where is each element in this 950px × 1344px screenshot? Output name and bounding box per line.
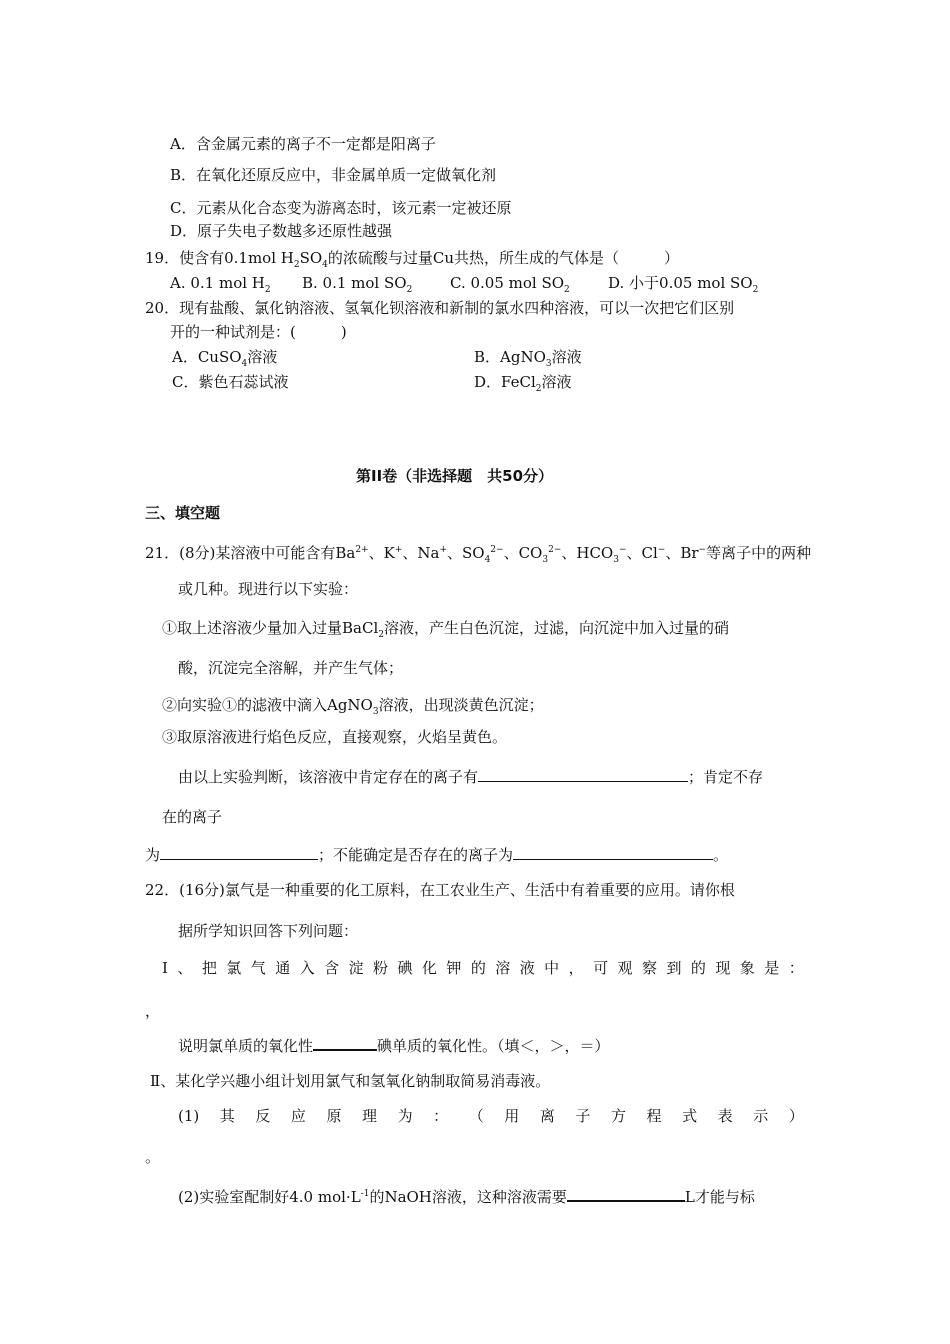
q18-option-a: A．含金属元素的离子不一定都是阳离子	[170, 135, 436, 153]
q22-part2-q2: (2)实验室配制好4.0 $mol\cdot L^{-1}$的NaOH溶液，这种溶液需要 L才能与标	[178, 1188, 755, 1206]
q22-part1-char: 入	[299, 959, 315, 977]
q22-part1-char: 溶	[495, 959, 511, 977]
q20-option-a: A．CuSO$_4$溶液	[172, 348, 278, 369]
q22-part1-char: 钾	[446, 959, 462, 977]
q20-stem-line1: 20．现有盐酸、氯化钠溶液、氢氧化钡溶液和新制的氯水四种溶液，可以一次把它们区别	[145, 299, 735, 317]
answer-blank-volume[interactable]	[567, 1186, 685, 1202]
q22-part2-q1-char: 表	[717, 1107, 733, 1125]
q22-part1-char: 碘	[397, 959, 413, 977]
q21-experiment-1-cont: 酸，沉淀完全溶解，并产生气体；	[178, 659, 404, 677]
q22-part2-q1-char: 理	[362, 1107, 378, 1125]
q22-part1-char: 化	[421, 959, 437, 977]
q22-part2-q1-char: ）	[788, 1107, 804, 1125]
q22-part1-char: ：	[788, 959, 804, 977]
q18-option-c: C．元素从化合态变为游离态时，该元素一定被还原	[170, 199, 512, 217]
q22-part1-compare: 说明氯单质的氧化性 碘单质的氧化性。（填＜，＞，＝）	[178, 1037, 610, 1055]
q22-part2-q1-char: 为	[397, 1107, 413, 1125]
q22-part2-q1-char: ：	[433, 1107, 449, 1125]
q21-line2: 或几种。现进行以下实验：	[178, 580, 359, 598]
q21-judgement-line1: 由以上实验判断，该溶液中肯定存在的离子有 ；肯定不存	[178, 768, 764, 786]
q22-part2-intro: Ⅱ、某化学兴趣小组计划用氯气和氢氧化钠制取简易消毒液。	[150, 1072, 551, 1090]
q20-option-b: B．AgNO$_3$溶液	[474, 348, 582, 369]
q22-part1-char: 象	[739, 959, 755, 977]
q22-part1-char: 液	[519, 959, 535, 977]
q20-option-d: D．FeCl$_2$溶液	[474, 373, 572, 394]
q20-option-c: C．紫色石蕊试液	[172, 373, 289, 391]
q22-part1-char: 是	[764, 959, 780, 977]
q22-part2-q1-char: 应	[290, 1107, 306, 1125]
q19-option-d: D. 小于0.05 mol $SO_2$	[608, 274, 759, 295]
section-2-title: 第II卷（非选择题 共50分）	[356, 467, 554, 485]
q21-judgement-line2: 在的离子	[162, 808, 223, 826]
q22-part1-char: 、	[177, 959, 193, 977]
q22-part2-q1-period: 。	[145, 1148, 161, 1166]
q22-part2-q1-char: 程	[646, 1107, 662, 1125]
q21-judgement-line3: 为 ；不能确定是否存在的离子为 。	[145, 846, 729, 864]
answer-blank-oxidizing-compare[interactable]	[313, 1035, 377, 1051]
answer-blank-uncertain-ions[interactable]	[513, 845, 713, 860]
q22-part1-char: 到	[666, 959, 682, 977]
q22-part2-q1-char: 原	[326, 1107, 342, 1125]
q22-line1: 22．(16分)氯气是一种重要的化工原料，在工农业生产、生活中有着重要的应用。请你根	[145, 881, 735, 899]
q22-part1-char: 粉	[373, 959, 389, 977]
q22-part1-char: 把	[201, 959, 217, 977]
q22-part2-q1-char: 子	[575, 1107, 591, 1125]
q22-part2-q1-char: 离	[539, 1107, 555, 1125]
q18-option-d: D．原子失电子数越多还原性越强	[170, 222, 393, 240]
q21-experiment-1: ①取上述溶液少量加入过量BaCl$_2$溶液，产生白色沉淀，过滤，向沉淀中加入过量的硝	[162, 619, 729, 640]
answer-blank-absent-ions[interactable]	[160, 845, 318, 860]
q19-option-a: A. 0.1 mol $H_2$	[170, 274, 271, 295]
q22-part2-q1-char: 反	[255, 1107, 271, 1125]
q21-experiment-2: ②向实验①的滤液中滴入AgNO$_3$溶液，出现淡黄色沉淀；	[162, 696, 544, 717]
q22-part1-char: 气	[250, 959, 266, 977]
q22-line2: 据所学知识回答下列问题：	[178, 922, 359, 940]
answer-blank-present-ions[interactable]	[478, 767, 688, 782]
q21-line1: 21．(8分)某溶液中可能含有$Ba^{2+}$、K+、Na+、$SO_4^{2-}$、$CO_3^{2-}$、$HCO_3^-$、Cl−、Br−等离子中的两种	[145, 544, 812, 565]
q22-part1-char: 中	[544, 959, 560, 977]
q22-part2-q1	[178, 1106, 804, 1126]
q22-part1-char: 可	[593, 959, 609, 977]
q22-part1-char: 的	[690, 959, 706, 977]
q22-part1-comma: ，	[145, 1002, 161, 1020]
q22-part2-q1-char: （	[468, 1107, 484, 1125]
q22-part1-char: 察	[641, 959, 657, 977]
q22-part1-char: 的	[470, 959, 486, 977]
q18-option-b: B．在氧化还原反应中，非金属单质一定做氧化剂	[170, 166, 497, 184]
q20-stem-line2: 开的一种试剂是：( )	[170, 323, 347, 341]
q21-experiment-3: ③取原溶液进行焰色反应，直接观察，火焰呈黄色。	[162, 728, 508, 746]
q22-part1-char: 观	[617, 959, 633, 977]
q22-part2-q1-char: 用	[504, 1107, 520, 1125]
q22-part1-char: 淀	[348, 959, 364, 977]
q22-part1-char: 通	[275, 959, 291, 977]
q22-part1-question	[162, 958, 804, 978]
q22-part2-q1-char: (1)	[178, 1107, 200, 1125]
q22-part2-q1-char: 式	[682, 1107, 698, 1125]
q22-part1-char: 现	[715, 959, 731, 977]
q22-part1-char: 氯	[226, 959, 242, 977]
section-3-title: 三、填空题	[145, 504, 221, 522]
q19-stem: 19．使含有0.1mol $H_2SO_4$的浓硫酸与过量Cu共热，所生成的气体是（ ）	[145, 249, 680, 270]
q22-part2-q1-char: 示	[753, 1107, 769, 1125]
q22-part1-char: ，	[568, 959, 584, 977]
q22-part1-char: 含	[324, 959, 340, 977]
q19-option-b: B. 0.1 mol $SO_2$	[302, 274, 413, 295]
q19-option-c: C. 0.05 mol $SO_2$	[450, 274, 570, 295]
q22-part1-char: Ⅰ	[162, 959, 168, 977]
q22-part2-q1-char: 其	[219, 1107, 235, 1125]
q22-part2-q1-char: 方	[610, 1107, 626, 1125]
